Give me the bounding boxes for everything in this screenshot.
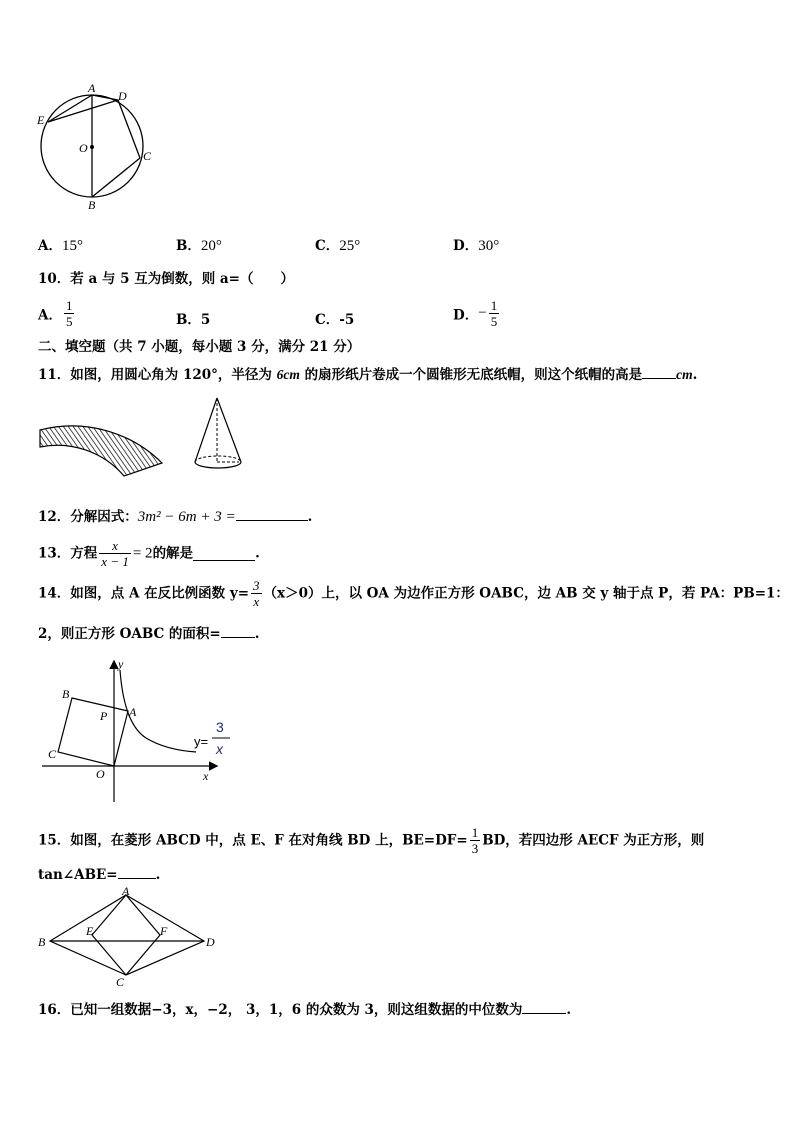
option-letter: C． — [315, 312, 340, 328]
q15-rhombus-figure — [36, 885, 226, 990]
option-letter: A． — [38, 238, 62, 254]
q12-stem — [38, 506, 312, 526]
label-C: C — [48, 747, 57, 761]
option-value: 5 — [200, 312, 211, 328]
answer-blank[interactable] — [193, 546, 255, 561]
q9-option-b — [176, 234, 222, 255]
q15-fraction — [470, 825, 481, 856]
numerator: 3 — [253, 578, 260, 593]
q13-stem — [38, 538, 260, 569]
answer-blank[interactable] — [642, 364, 676, 379]
q9-option-d — [453, 234, 499, 255]
numerator: x — [99, 538, 131, 554]
label-B: B — [38, 935, 46, 949]
cone-base-back — [195, 456, 241, 462]
numerator: 1 — [65, 298, 73, 313]
q16-end: . — [566, 1002, 572, 1018]
option-value: 25° — [339, 238, 361, 254]
q11-sector-figure — [36, 395, 166, 480]
cone-right-edge — [217, 398, 241, 462]
q16-stem — [38, 999, 571, 1019]
q11-text-a: 11．如图，用圆心角为 120°，半径为 — [38, 367, 277, 383]
label-E: E — [37, 113, 45, 127]
option-letter: D． — [453, 307, 479, 324]
q14-text-b: （x＞0）上，以 OA 为边作正方形 OABC，边 AB 交 y 轴于点 P，若 PA：PB=1： — [263, 585, 789, 602]
option-letter: B． — [176, 238, 201, 254]
rhombus-ABCD — [50, 895, 204, 975]
q13-end: . — [255, 545, 260, 562]
option-letter: B． — [176, 312, 201, 328]
q13-fraction — [99, 538, 131, 569]
q9-option-a — [38, 234, 83, 255]
q14-figure — [36, 654, 246, 804]
q15-text-b: BD，若四边形 AECF 为正方形，则 — [482, 832, 705, 849]
label-E: E — [86, 924, 94, 938]
q9-circle-figure — [30, 80, 170, 215]
option-value: 20° — [200, 238, 222, 254]
q14-text-a: 14．如图，点 A 在反比例函数 y= — [38, 585, 250, 602]
q15-end: . — [155, 867, 161, 883]
q13-text: 13．方程 — [38, 545, 98, 562]
fraction — [489, 298, 500, 329]
label-A: A — [88, 81, 96, 95]
label-B: B — [88, 198, 96, 212]
q15-line1 — [38, 825, 704, 856]
q12-text: 12．分解因式： — [38, 509, 138, 525]
q15-text: tan∠ABE= — [38, 867, 118, 883]
option-letter: A． — [38, 307, 62, 324]
label-C: C — [143, 149, 152, 163]
label-O: O — [79, 141, 88, 155]
q13-tail: 的解是 — [152, 545, 194, 562]
label-x: x — [203, 769, 209, 783]
denominator: x — [253, 594, 260, 609]
q15-line2 — [38, 864, 160, 884]
denominator: x − 1 — [101, 554, 129, 569]
q10-option-a — [38, 298, 76, 329]
section-heading: 二、填空题（共 7 小题，每小题 3 分，满分 21 分） — [38, 339, 361, 355]
q14-line2 — [38, 623, 259, 643]
line-EA — [48, 95, 92, 122]
q11-stem — [38, 364, 697, 384]
option-value: -5 — [339, 312, 355, 328]
curve-label-den: x — [216, 741, 223, 757]
square-AECF — [92, 895, 160, 975]
q14-text: 2，则正方形 OABC 的面积= — [38, 626, 221, 642]
denominator: 5 — [65, 314, 73, 329]
q11-end: . — [692, 367, 698, 383]
q15-text-a: 15．如图，在菱形 ABCD 中，点 E、F 在对角线 BD 上，BE=DF= — [38, 832, 468, 849]
q16-text: 16．已知一组数据−3，x，−2， 3，1，6 的众数为 3，则这组数据的中位数为 — [38, 1002, 523, 1018]
answer-blank[interactable] — [118, 864, 156, 879]
q9-option-c — [315, 234, 360, 255]
answer-blank[interactable] — [221, 623, 255, 638]
q10-stem: 10．若 a 与 5 互为倒数，则 a=（ ） — [38, 271, 294, 287]
q10-option-d — [453, 298, 501, 329]
q14-fraction — [251, 578, 262, 609]
q12-expression: 3m² − 6m + 3 = — [137, 509, 236, 525]
curve-label-num: 3 — [216, 719, 224, 735]
label-A: A — [129, 705, 137, 719]
square-OABC — [58, 698, 128, 766]
option-letter: D． — [453, 238, 479, 254]
label-B: B — [62, 687, 70, 701]
line-AD — [92, 95, 118, 100]
q11-cone-figure — [190, 394, 250, 476]
option-value: 30° — [478, 238, 500, 254]
q11-unit: cm — [676, 367, 693, 382]
fraction — [64, 298, 75, 329]
denominator: 5 — [490, 314, 498, 329]
q13-equals: = 2 — [132, 545, 153, 562]
answer-blank[interactable] — [236, 506, 308, 521]
label-P: P — [100, 709, 108, 723]
q10-option-b — [176, 308, 210, 328]
q14-end: . — [254, 626, 260, 642]
sector — [40, 426, 162, 476]
q11-radius: 6cm — [276, 367, 300, 382]
line-DC — [118, 100, 140, 158]
label-O: O — [96, 767, 105, 781]
label-F: F — [160, 924, 168, 938]
line-ED — [48, 100, 118, 122]
q10-option-c — [315, 308, 354, 328]
curve-label-lhs: y= — [194, 734, 209, 749]
minus-sign: − — [478, 305, 487, 321]
answer-blank[interactable] — [522, 999, 566, 1014]
label-D: D — [206, 935, 215, 949]
q14-line1 — [38, 578, 789, 609]
option-letter: C． — [315, 238, 340, 254]
cone-base-front — [195, 462, 241, 468]
label-A: A — [122, 885, 130, 898]
label-D: D — [118, 89, 127, 103]
q11-text-b: 的扇形纸片卷成一个圆锥形无底纸帽，则这个纸帽的高是 — [299, 367, 643, 383]
cone-left-edge — [195, 398, 217, 462]
q12-end: . — [307, 509, 313, 525]
numerator: 1 — [471, 825, 479, 840]
denominator: 3 — [471, 841, 479, 856]
numerator: 1 — [490, 298, 498, 313]
label-C: C — [116, 975, 125, 989]
option-value: 15° — [61, 238, 83, 254]
center-point — [90, 145, 94, 149]
label-y: y — [118, 657, 124, 671]
